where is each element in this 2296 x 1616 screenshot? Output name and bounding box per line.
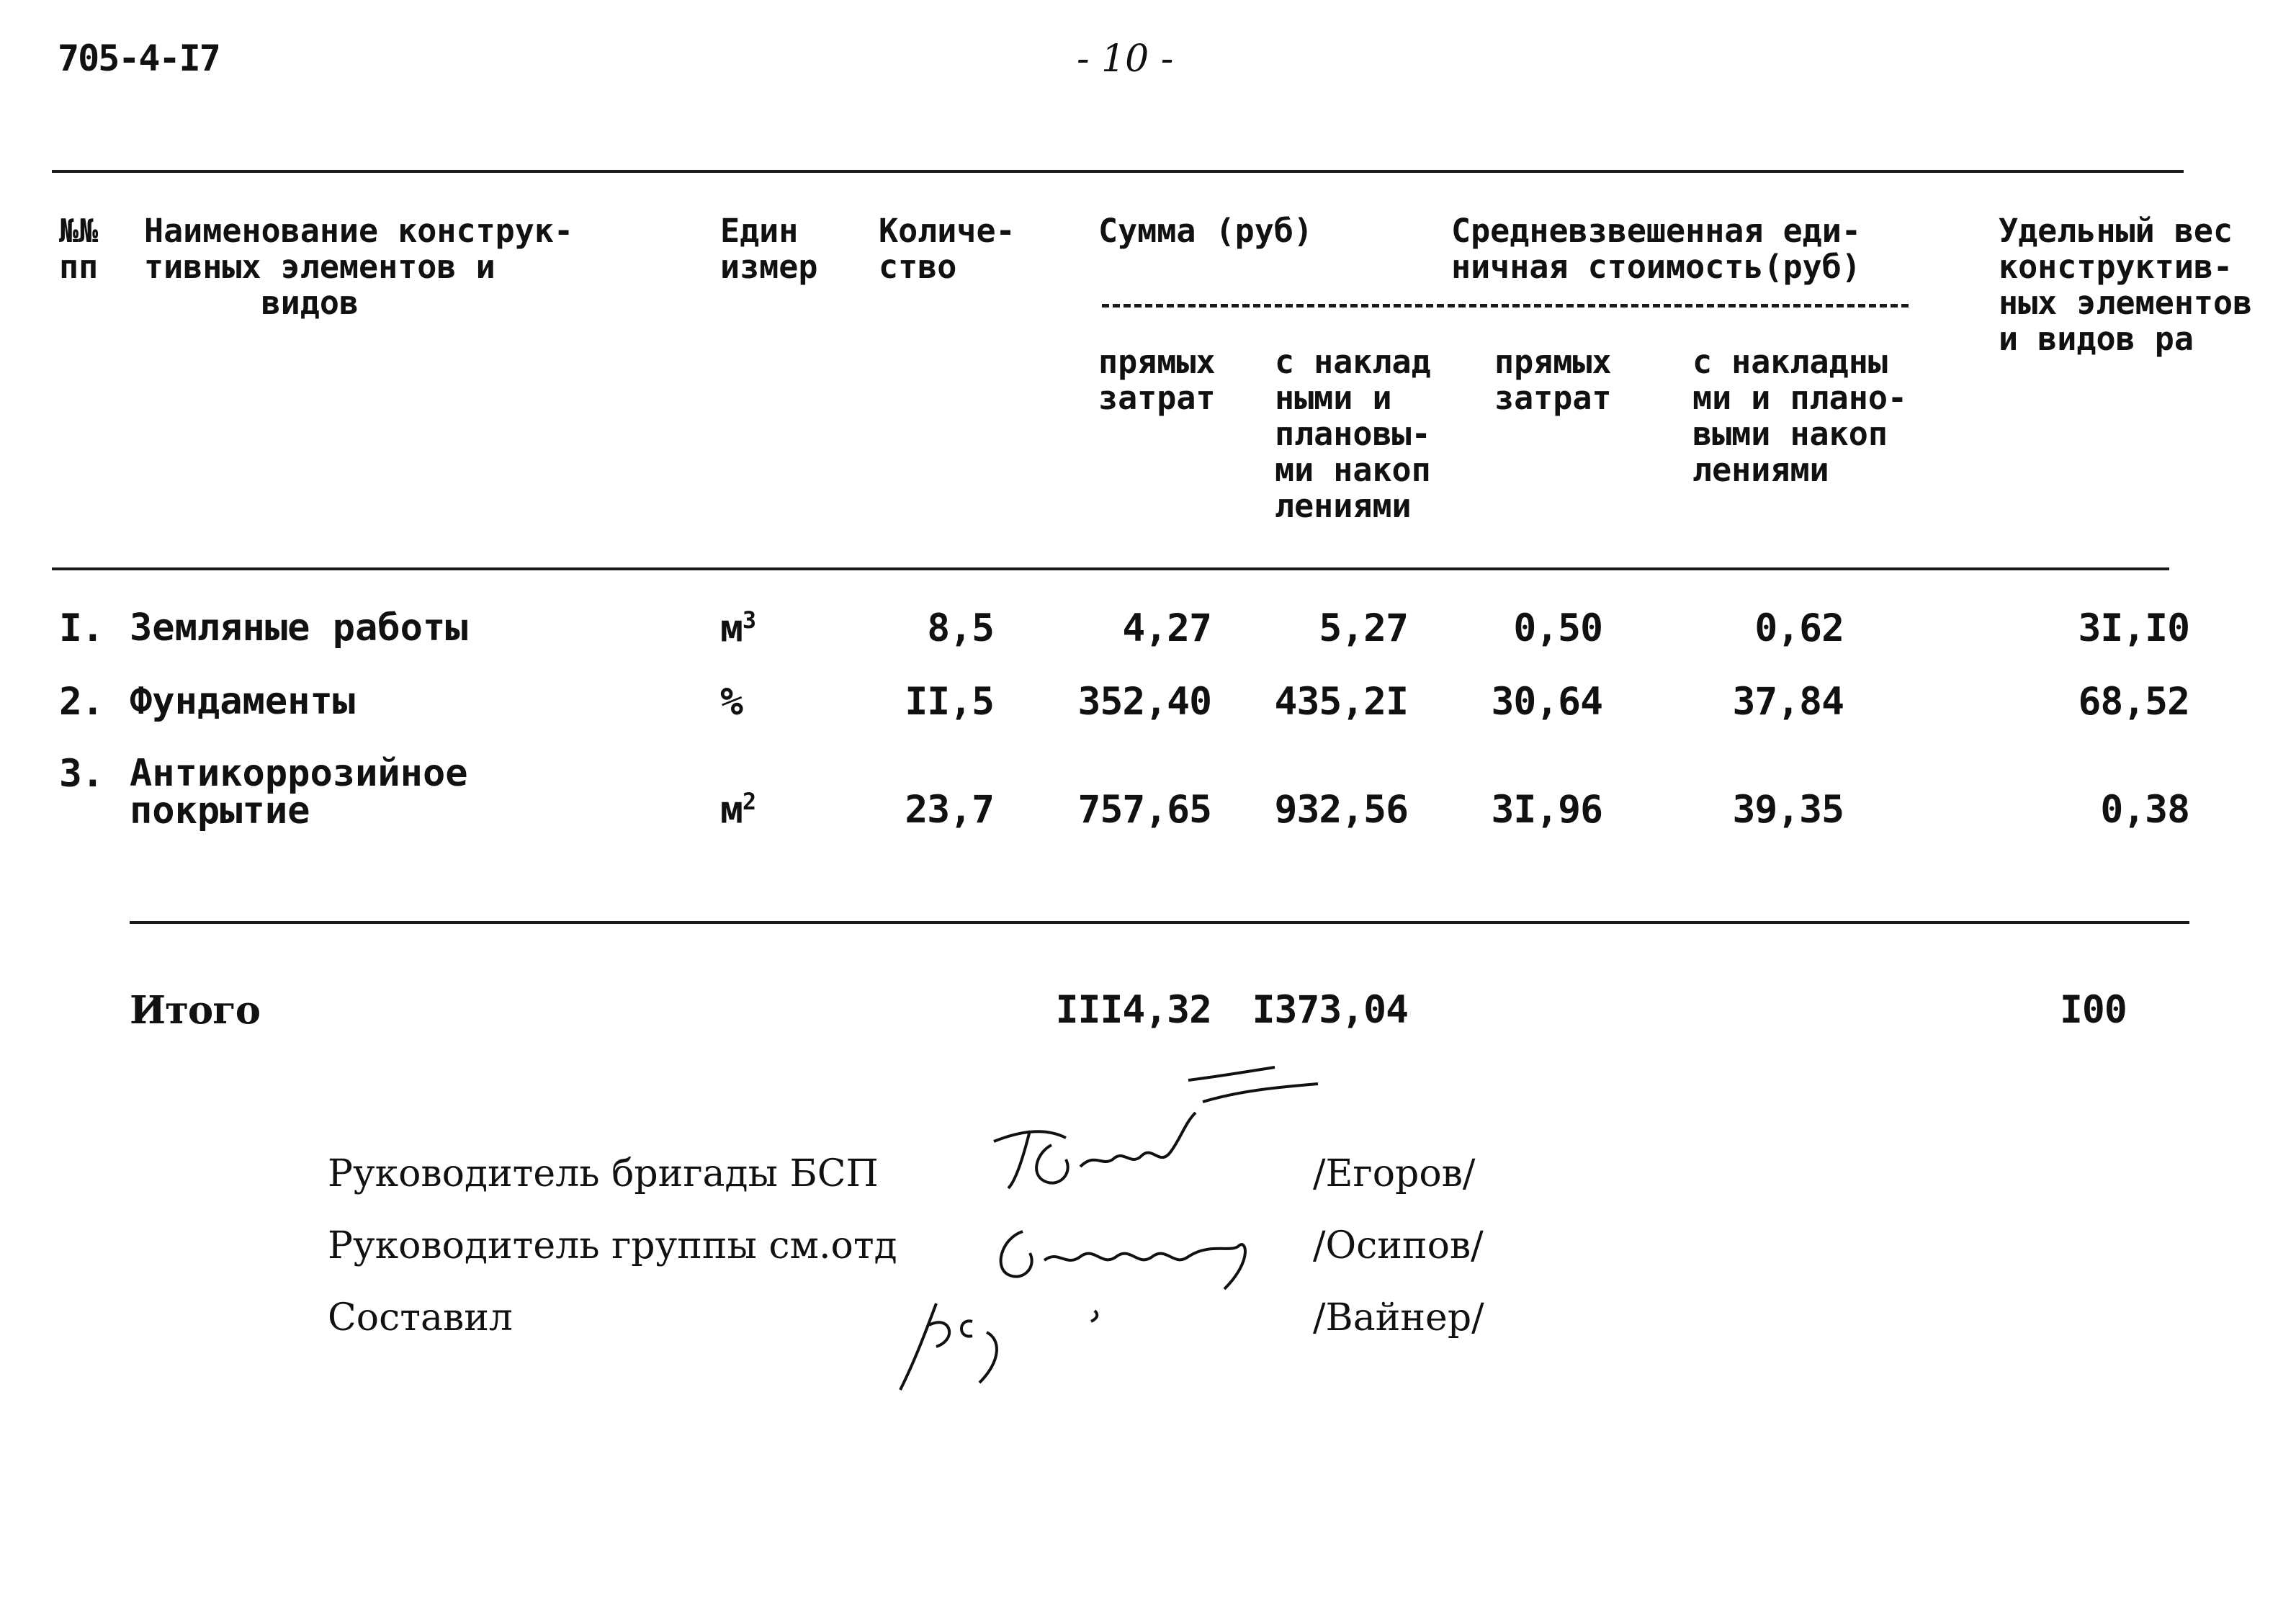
signature-name: /Вайнер/	[1313, 1296, 1484, 1339]
total-label: Итого	[130, 988, 261, 1033]
row-sum-direct: 4,27	[1122, 606, 1211, 650]
row-avg-overhead: 37,84	[1732, 680, 1844, 724]
row-sum-direct: 757,65	[1077, 788, 1211, 832]
row-qty: 23,7	[905, 788, 994, 832]
row-avg-overhead: 39,35	[1732, 788, 1844, 832]
row-number: 3.	[59, 752, 104, 796]
row-name: Антикоррозийное покрытие	[130, 752, 468, 832]
row-qty: 8,5	[927, 606, 994, 650]
row-share: 68,52	[2078, 680, 2189, 724]
signature-name: /Осипов/	[1313, 1224, 1484, 1267]
signature-name: /Егоров/	[1313, 1152, 1476, 1195]
header-qty: Количе- ство	[879, 212, 1015, 286]
header-share: Удельный вес конструктив- ных элементов и видов ра	[1999, 213, 2253, 357]
row-sum-overhead: 435,2I	[1274, 680, 1408, 724]
total-share: I00	[2060, 988, 2127, 1032]
row-unit: $м^3$	[720, 606, 756, 651]
row-name: Земляные работы	[130, 606, 468, 650]
document-code: 705-4-I7	[58, 37, 220, 79]
header-avg-overhead: с накладны ми и плано- выми накоп лениями	[1692, 343, 1908, 489]
row-share: 3I,I0	[2078, 606, 2189, 650]
row-sum-overhead: 5,27	[1319, 606, 1408, 650]
page-number: - 10 -	[1077, 37, 1174, 81]
header-num: №№ пп	[59, 212, 99, 286]
handwritten-signature	[886, 1289, 1131, 1397]
table-bottom-rule	[130, 921, 2189, 924]
row-name: Фундаменты	[130, 680, 356, 723]
header-name: Наименование конструк- тивных элементов и видов	[144, 212, 574, 322]
row-number: I.	[59, 606, 104, 650]
row-sum-overhead: 932,56	[1274, 788, 1408, 832]
handwritten-signature	[994, 1210, 1296, 1296]
row-number: 2.	[59, 680, 104, 724]
row-avg-direct: 30,64	[1491, 680, 1602, 724]
row-share: 0,38	[2100, 788, 2189, 832]
header-sum-group: Сумма (руб)	[1098, 212, 1314, 250]
header-sum-direct: прямых затрат	[1098, 343, 1216, 417]
header-avg-group: Средневзвешенная еди- ничная стоимость(руб)	[1451, 212, 1861, 286]
signature-role: Руководитель бригады БСП	[328, 1152, 879, 1195]
total-sum-direct: III4,32	[1055, 988, 1211, 1032]
signature-role: Составил	[328, 1296, 513, 1339]
header-avg-direct: прямых затрат	[1494, 343, 1612, 417]
header-unit: Един измер	[720, 212, 818, 286]
row-avg-direct: 0,50	[1513, 606, 1602, 650]
row-sum-direct: 352,40	[1077, 680, 1211, 724]
header-sum-overhead: с наклад ными и плановы- ми накоп лениями	[1275, 343, 1431, 525]
row-avg-direct: 3I,96	[1491, 788, 1602, 832]
signature-role: Руководитель группы см.отд	[328, 1224, 897, 1267]
header-bottom-rule	[52, 567, 2169, 570]
row-unit: $м^2$	[720, 788, 756, 832]
table-top-rule	[52, 170, 2184, 173]
row-qty: II,5	[905, 680, 994, 724]
handwritten-signature	[987, 1059, 1332, 1203]
header-group-divider	[1102, 304, 1909, 308]
row-unit: %	[720, 680, 743, 724]
row-avg-overhead: 0,62	[1754, 606, 1844, 650]
total-sum-overhead: I373,04	[1252, 988, 1408, 1032]
